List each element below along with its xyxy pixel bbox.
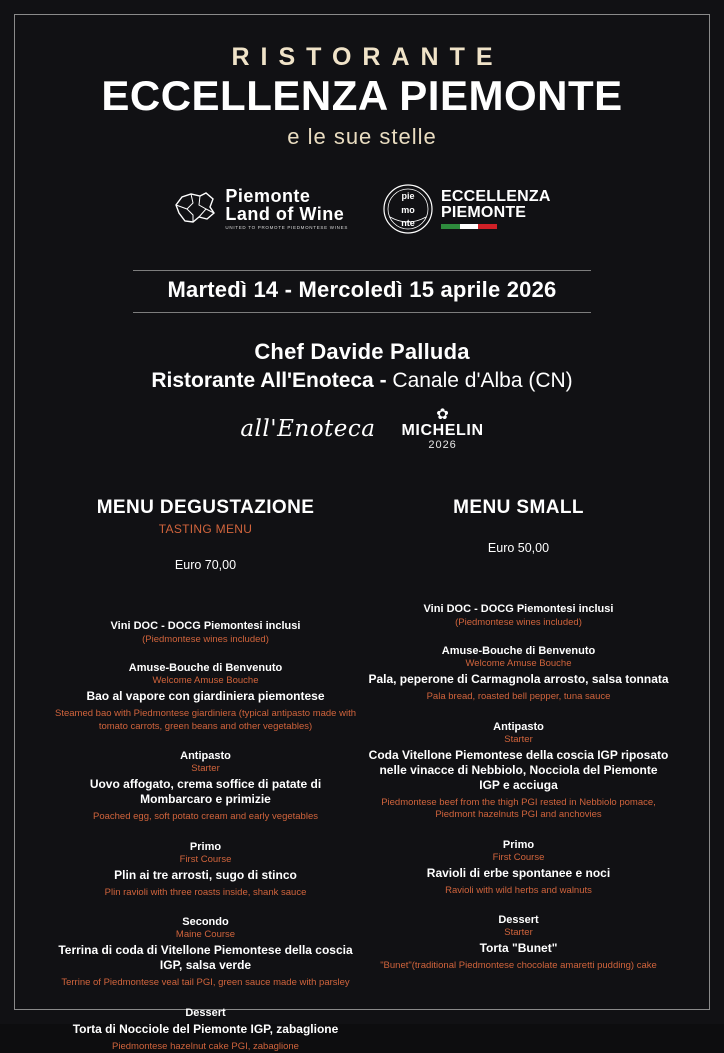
divider-bottom: [133, 312, 591, 313]
course-label-en: Welcome Amuse Bouche: [152, 675, 259, 687]
menu-course: [368, 914, 669, 973]
chef-block: [49, 339, 675, 451]
course-dish-it: Torta di Nocciole del Piemonte IGP, zabaglione: [72, 1021, 339, 1036]
course-label: Antipasto: [493, 720, 544, 733]
land-of-wine-text: [225, 187, 348, 231]
chef-restaurant-city: Canale d'Alba (CN): [392, 369, 573, 393]
course-dish-en: Pala bread, roasted bell pepper, tuna sauce: [426, 691, 611, 703]
page-subtitle: e le sue stelle: [287, 124, 437, 150]
eccellenza-text: [441, 189, 551, 230]
poster-frame: [14, 14, 710, 1052]
course-label-en: Starter: [504, 733, 533, 745]
course-dish-en: Piedmontese beef from the thigh PGI rested in Nebbiolo pomace, Piedmont hazelnuts PGI and anchovies: [381, 796, 656, 821]
course-label: Dessert: [498, 914, 539, 927]
land-of-wine-line2: Land of Wine: [225, 204, 345, 225]
course-label-en: Maine Course: [175, 929, 236, 941]
course-dish-it: Torta "Bunet": [479, 941, 558, 956]
menu-course: [55, 1007, 356, 1053]
course-dish-en: Ravioli with wild herbs and walnuts: [445, 884, 592, 896]
menu-course: [368, 839, 669, 898]
chef-restaurant: [49, 369, 675, 393]
course-label: Secondo: [182, 916, 229, 929]
menu-price: Euro 50,00: [487, 541, 550, 556]
course-label: Primo: [189, 840, 222, 853]
menu-course: [368, 721, 669, 822]
course-dish-it: Ravioli di erbe spontanee e noci: [426, 865, 611, 880]
land-of-wine-line1: Piemonte: [225, 186, 311, 207]
menu-small: [362, 497, 675, 1053]
course-label: Amuse-Bouche di Benvenuto: [441, 645, 596, 658]
course-label-en: Starter: [191, 763, 220, 775]
michelin-name: MICHELIN: [401, 421, 484, 439]
michelin-badge: [402, 407, 484, 451]
menu-course: [55, 662, 356, 733]
course-dish-en: Plin ravioli with three roasts inside, shank sauce: [104, 886, 307, 898]
course-label-en: First Course: [492, 851, 545, 863]
svg-text:mo: mo: [401, 205, 415, 216]
course-label-en: Starter: [504, 927, 533, 939]
menu-wines-en: (Piedmontese wines included): [455, 617, 582, 629]
menu-course: [55, 750, 356, 824]
enoteca-script-logo: all'Enoteca: [240, 416, 376, 443]
eccellenza-line2: PIEMONTE: [441, 204, 527, 222]
course-dish-it: Coda Vitellone Piemontese della coscia IGP riposato nelle vinacce di Nebbiolo, Nocciola del Piemonte IGP e acciuga: [368, 747, 669, 792]
menu-title: MENU DEGUSTAZIONE: [96, 497, 315, 519]
course-label: Antipasto: [180, 750, 231, 763]
event-dates: Martedì 14 - Mercoledì 15 aprile 2026: [167, 277, 557, 303]
wine-region-map-icon: [173, 191, 217, 227]
course-dish-it: Terrina di coda di Vitellone Piemontese della coscia IGP, salsa verde: [58, 943, 353, 973]
course-dish-en: Piedmontese hazelnut cake PGI, zabaglione: [112, 1040, 299, 1052]
svg-text:pie: pie: [401, 191, 415, 202]
menu-price: Euro 70,00: [174, 558, 237, 573]
chef-restaurant-bold: Ristorante All'Enoteca -: [151, 369, 393, 393]
menu-title: MENU SMALL: [453, 497, 584, 519]
menu-course: [368, 645, 669, 704]
course-label-en: First Course: [179, 853, 232, 865]
course-dish-en: Terrine of Piedmontese veal tail PGI, green sauce made with parsley: [61, 977, 350, 989]
michelin-star-icon: ✿: [436, 406, 449, 424]
menu-wines: Vini DOC - DOCG Piemontesi inclusi: [110, 620, 301, 633]
page-eyebrow: RISTORANTE: [231, 43, 504, 71]
land-of-wine-logo: [173, 187, 348, 231]
sponsor-logos: [49, 178, 675, 240]
menu-degustazione: [49, 497, 362, 1053]
course-label: Primo: [502, 838, 535, 851]
menu-wines: Vini DOC - DOCG Piemontesi inclusi: [423, 603, 614, 616]
italian-flag-icon: [441, 224, 497, 229]
chef-logos: [49, 407, 675, 451]
course-dish-it: Pala, peperone di Carmagnola arrosto, salsa tonnata: [368, 672, 669, 687]
event-dates-block: [49, 270, 675, 313]
chef-name: Chef Davide Palluda: [254, 339, 470, 365]
course-label: Amuse-Bouche di Benvenuto: [128, 662, 283, 675]
land-of-wine-tagline: UNITED TO PROMOTE PIEDMONTESE WINES: [225, 225, 349, 231]
piemonte-circular-logo-icon: [382, 183, 434, 235]
course-dish-it: Plin ai tre arrosti, sugo di stinco: [114, 867, 297, 882]
menu-course: [55, 841, 356, 900]
page-title: ECCELLENZA PIEMONTE: [101, 72, 623, 119]
course-label: Dessert: [185, 1006, 226, 1019]
course-dish-it: Bao al vapore con giardiniera piemontese: [86, 689, 325, 704]
eccellenza-piemonte-logo: [382, 183, 551, 235]
menu-course: [55, 916, 356, 990]
course-dish-en: Steamed bao with Piedmontese giardiniera (typical antipasto made with tomato carrots, green beans and other vegetables): [55, 708, 356, 732]
course-dish-it: Uovo affogato, crema soffice di patate di Mombarcaro e primizie: [89, 777, 322, 807]
menus-container: [49, 497, 675, 1053]
course-dish-en: "Bunet"(traditional Piedmontese chocolate amaretti pudding) cake: [380, 960, 657, 972]
eccellenza-line1: ECCELLENZA: [441, 187, 551, 205]
course-label-en: Welcome Amuse Bouche: [465, 658, 572, 670]
course-dish-en: Poached egg, soft potato cream and early vegetables: [93, 811, 318, 823]
menu-wines-en: (Piedmontese wines included): [142, 634, 269, 646]
svg-text:nte: nte: [401, 218, 415, 229]
michelin-year: 2026: [428, 438, 457, 451]
menu-title-en: TASTING MENU: [158, 522, 253, 537]
